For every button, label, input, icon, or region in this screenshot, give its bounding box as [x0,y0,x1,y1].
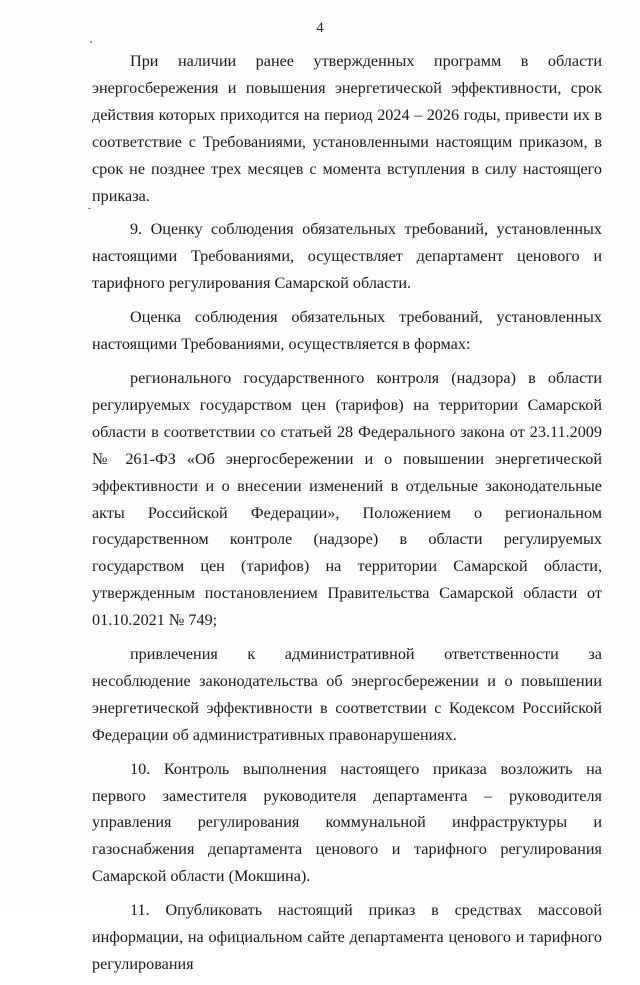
paragraph-programs-alignment: При наличии ранее утвержденных программ в области энергосбережения и повышения энергетической эффективности, срок действия которых приходится на период 2024 – 2026 годы, привести их в соответствие с Требованиями, установленными настоящим приказом, в срок не позднее трех месяцев с момента вступления в силу настоящего приказа. [92,52,602,205]
scan-speck [88,208,91,209]
paragraph-10-execution-control: 10. Контроль выполнения настоящего приказа возложить на первого заместителя руководителя департамента – руководителя управления регулирования коммунальной инфраструктуры и газоснабжения департамента ценового и тарифного регулирования Самарской области (Мокшина). [92,759,602,886]
paragraph-assessment-forms: Оценка соблюдения обязательных требований, установленных настоящими Требованиями, осуществляется в формах: [92,308,602,354]
paragraph-administrative-liability: привлечения к административной ответственности за несоблюдение законодательства об энергосбережении и о повышении энергетической эффективности в соответствии с Кодексом Российской Федерации об административных правонарушениях. [92,645,602,744]
paragraph-9-compliance-assessment: 9. Оценку соблюдения обязательных требований, установленных настоящими Требованиями, осуществляет департамент ценового и тарифного регулирования Самарской области. [92,220,602,293]
page-number: 4 [316,20,324,36]
document-body [92,48,602,985]
paragraph-11-publication: 11. Опубликовать настоящий приказ в средствах массовой информации, на официальном сайте департамента ценового и тарифного регулирования [92,901,602,973]
scan-speck [90,41,92,43]
paragraph-regional-control: регионального государственного контроля (надзора) в области регулируемых государством цен (тарифов) на территории Самарской области в соответствии со статьей 28 Федерального закона от 23.11.2009 № 261-ФЗ «Об энергосбережении и о повышении энергетической эффективности и о внесении изменений в отдельные законодательные акты Российской Федерации», Положением о региональном государственном контроле (надзоре) в области регулируемых государством цен (тарифов) на территории Самарской области, утвержденным постановлением Правительства Самарской области от 01.10.2021 № 749; [92,368,602,630]
